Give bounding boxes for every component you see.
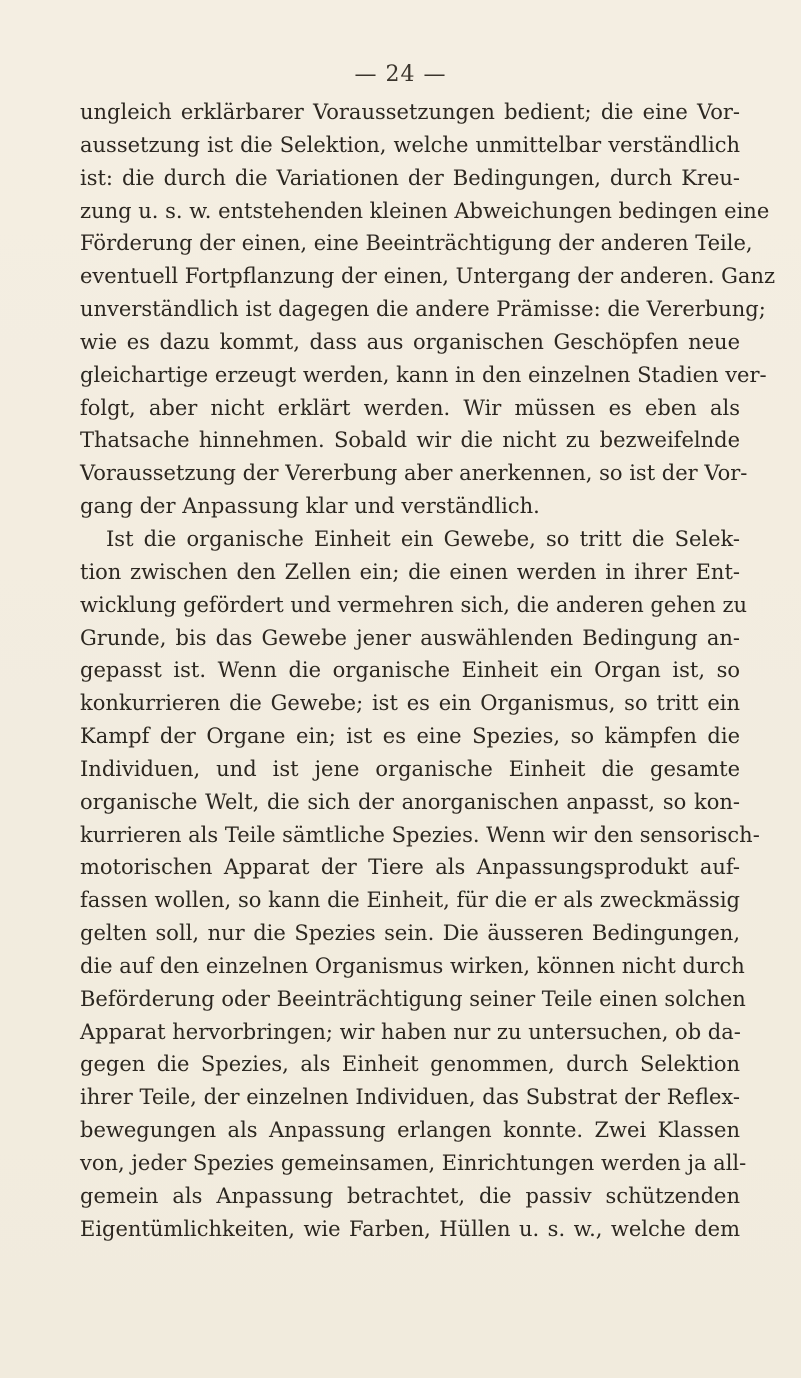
- text-line: gleichartige erzeugt werden, kann in den einzelnen Stadien ver-: [80, 362, 767, 387]
- text-line: Eigentümlichkeiten, wie Farben, Hüllen u. s. w., welche dem: [80, 1216, 740, 1241]
- text-line: wie es dazu kommt, dass aus organischen Geschöpfen neue: [80, 329, 740, 354]
- text-line: motorischen Apparat der Tiere als Anpassungsprodukt auf-: [80, 855, 740, 880]
- text-line: Ist die organische Einheit ein Gewebe, so tritt die Selek-: [106, 526, 740, 551]
- text-line: gepasst ist. Wenn die organische Einheit ein Organ ist, so: [80, 658, 740, 683]
- text-line: gemein als Anpassung betrachtet, die passiv schützenden: [80, 1183, 740, 1208]
- text-line: ungleich erklärbarer Voraussetzungen bedient; die eine Vor-: [80, 100, 740, 124]
- text-line: Voraussetzung der Vererbung aber anerkennen, so ist der Vor-: [80, 461, 748, 486]
- text-line: gegen die Spezies, als Einheit genommen, durch Selektion: [80, 1052, 740, 1077]
- text-line: fassen wollen, so kann die Einheit, für die er als zweckmässig: [80, 888, 740, 913]
- text-line: organische Welt, die sich der anorganischen anpasst, so kon-: [80, 789, 740, 814]
- text-line: Grunde, bis das Gewebe jener auswählenden Bedingung an-: [80, 625, 740, 650]
- text-line: Beförderung oder Beeinträchtigung seiner Teile einen solchen: [80, 986, 746, 1011]
- text-line: konkurrieren die Gewebe; ist es ein Organismus, so tritt ein: [80, 691, 740, 716]
- text-line: folgt, aber nicht erklärt werden. Wir müssen es eben als: [80, 395, 740, 420]
- body-text: [80, 96, 776, 1246]
- text-line: ihrer Teile, der einzelnen Individuen, das Substrat der Reflex-: [80, 1085, 740, 1110]
- text-line: aussetzung ist die Selektion, welche unmittelbar verständlich: [80, 132, 740, 157]
- text-line: von, jeder Spezies gemeinsamen, Einrichtungen werden ja all-: [80, 1151, 747, 1175]
- text-line: gang der Anpassung klar und verständlich.: [80, 494, 540, 519]
- text-line: Förderung der einen, eine Beeinträchtigung der anderen Teile,: [80, 231, 753, 256]
- text-line: Apparat hervorbringen; wir haben nur zu untersuchen, ob da-: [80, 1019, 741, 1044]
- text-line: zung u. s. w. entstehenden kleinen Abweichungen bedingen eine: [80, 198, 770, 223]
- text-line: kurrieren als Teile sämtliche Spezies. Wenn wir den sensorisch-: [80, 822, 760, 847]
- text-line: unverständlich ist dagegen die andere Prämisse: die Vererbung;: [80, 297, 766, 322]
- text-line: wicklung gefördert und vermehren sich, die anderen gehen zu: [80, 592, 748, 617]
- page-number: — 24 —: [354, 62, 447, 87]
- text-line: tion zwischen den Zellen ein; die einen werden in ihrer Ent-: [80, 559, 740, 584]
- text-line: Kampf der Organe ein; ist es eine Spezies, so kämpfen die: [80, 724, 740, 749]
- text-line: Thatsache hinnehmen. Sobald wir die nicht zu bezweifelnde: [80, 428, 740, 453]
- text-line: Individuen, und ist jene organische Einheit die gesamte: [80, 756, 740, 781]
- text-line: ist: die durch die Variationen der Bedingungen, durch Kreu-: [80, 165, 740, 190]
- text-line: die auf den einzelnen Organismus wirken, können nicht durch: [80, 953, 745, 978]
- text-line: bewegungen als Anpassung erlangen konnte. Zwei Klassen: [80, 1118, 740, 1143]
- text-line: gelten soll, nur die Spezies sein. Die äusseren Bedingungen,: [80, 921, 740, 946]
- text-line: eventuell Fortpflanzung der einen, Untergang der anderen. Ganz: [80, 264, 776, 289]
